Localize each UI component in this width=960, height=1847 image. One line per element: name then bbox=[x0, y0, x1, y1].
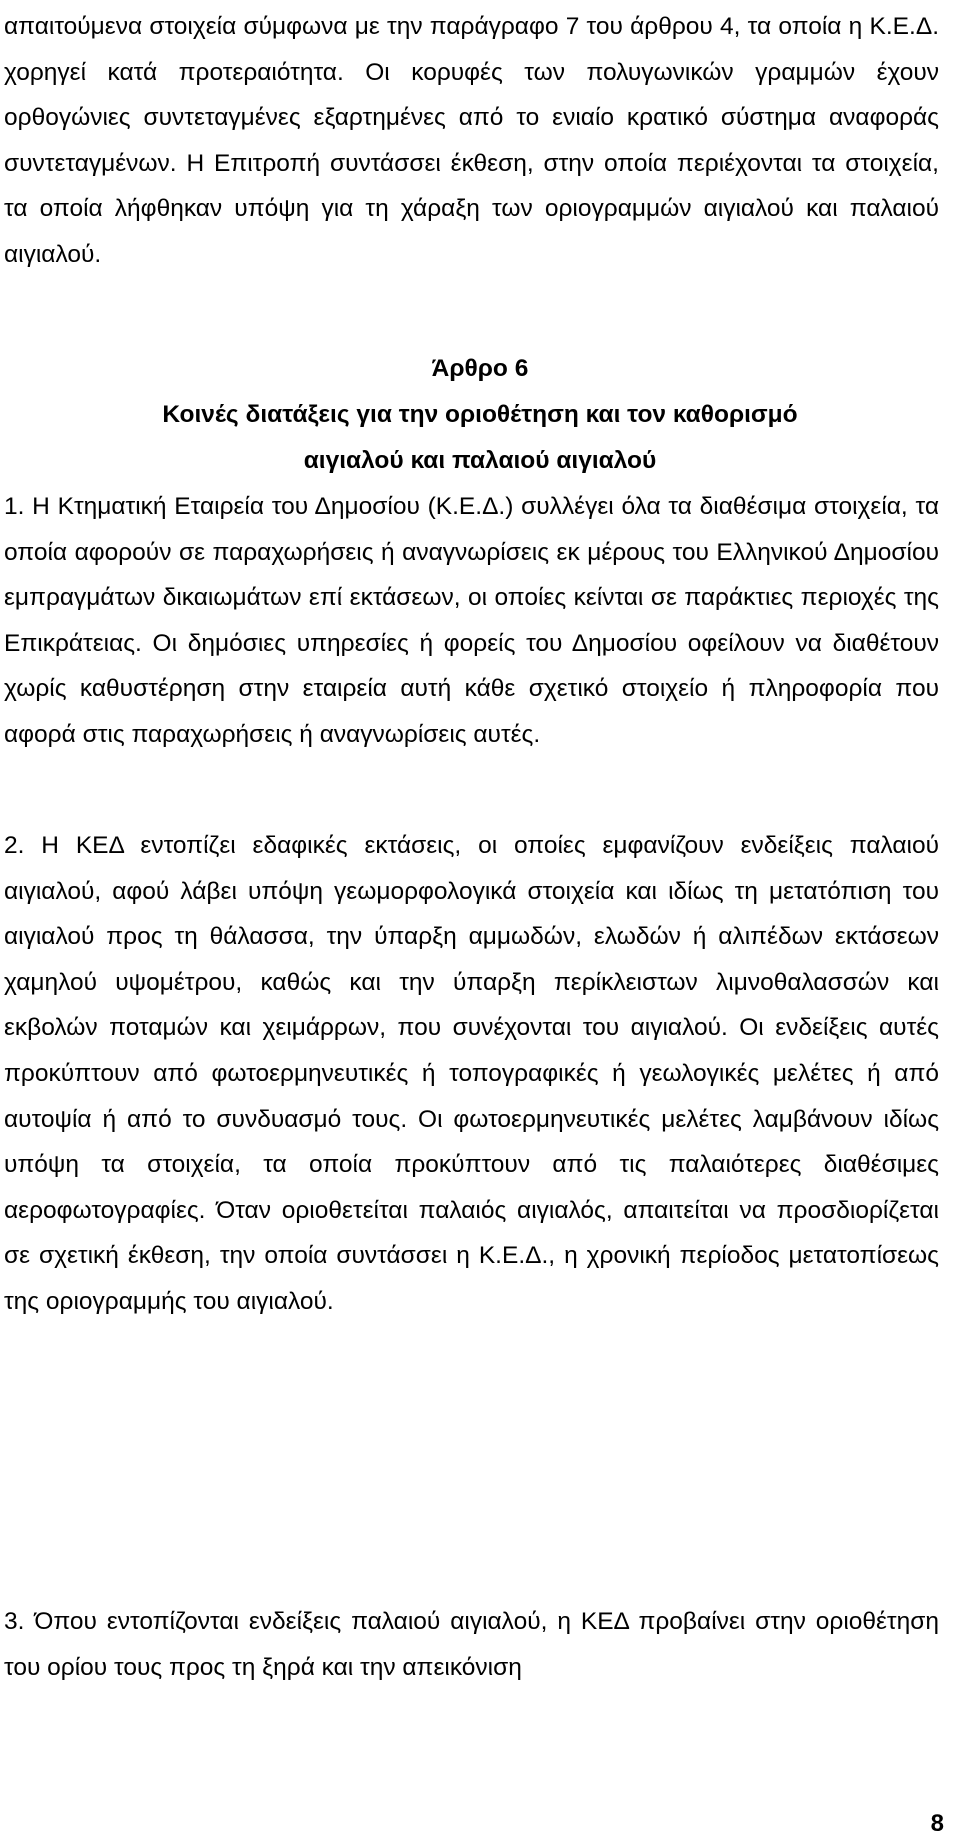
paragraph-1: 1. Η Κτηματική Εταιρεία του Δημοσίου (Κ.Ε.Δ.) συλλέγει όλα τα διαθέσιμα στοιχεία, τα οποία αφορούν σε παραχωρήσεις ή αναγνωρίσεις εκ μέρους του Ελληνικού Δημοσίου εμπραγμάτων δικαιωμάτων επί εκτάσεων, οι οποίες κείνται σε παράκτιες περιοχές της Επικράτειας. Οι δημόσιες υπηρεσίες ή φορείς του Δημοσίου οφείλουν να διαθέτουν χωρίς καθυστέρηση στην εταιρεία αυτή κάθε σχετικό στοιχείο ή πληροφορία που αφορά στις παραχωρήσεις ή αναγνωρίσεις αυτές. bbox=[4, 493, 939, 748]
article-title-line-2: αιγιαλού και παλαιού αιγιαλού bbox=[303, 446, 657, 474]
paragraph-3: 3. Όπου εντοπίζονται ενδείξεις παλαιού αιγιαλού, η ΚΕΔ προβαίνει στην οριοθέτηση του ορίου τους προς τη ξηρά και την απεικόνιση bbox=[4, 1608, 939, 1681]
intro-paragraph: απαιτούμενα στοιχεία σύμφωνα με την παράγραφο 7 του άρθρου 4, τα οποία η Κ.Ε.Δ. χορηγεί κατά προτεραιότητα. Οι κορυφές των πολυγωνικών γραμμών έχουν ορθογώνιες συντεταγμένες εξαρτημένες από το ενιαίο κρατικό σύστημα αναφοράς συντεταγμένων. Η Επιτροπή συντάσσει έκθεση, στην οποία περιέχονται τα στοιχεία, τα οποία λήφθηκαν υπόψη για τη χάραξη των οριογραμμών αιγιαλού και παλαιού αιγιαλού. bbox=[4, 13, 939, 268]
article-title-line-1: Κοινές διατάξεις για την οριοθέτηση και τον καθορισμό bbox=[162, 401, 798, 428]
intro-paragraph-block bbox=[4, 4, 939, 278]
paragraph-2-block bbox=[4, 823, 939, 1325]
paragraph-2: 2. Η ΚΕΔ εντοπίζει εδαφικές εκτάσεις, οι οποίες εμφανίζουν ενδείξεις παλαιού αιγιαλού, αφού λάβει υπόψη γεωμορφολογικά στοιχεία και ιδίως τη μετατόπιση του αιγιαλού προς τη θάλασσα, την ύπαρξη αμμωδών, ελωδών ή αλιπέδων εκτάσεων χαμηλού υψομέτρου, καθώς και την ύπαρξη περίκλειστων λιμνοθαλασσών και εκβολών ποταμών και χειμάρρων, που συνέχονται του αιγιαλού. Οι ενδείξεις αυτές προκύπτουν από φωτοερμηνευτικές ή τοπογραφικές ή γεωλογικές μελέτες ή από αυτοψία ή από το συνδυασμό τους. Οι φωτοερμηνευτικές μελέτες λαμβάνουν ιδίως υπόψη τα στοιχεία, τα οποία προκύπτουν από τις παλαιότερες διαθέσιμες αεροφωτογραφίες. Όταν οριοθετείται παλαιός αιγιαλός, απαιτείται να προσδιορίζεται σε σχετική έκθεση, την οποία συντάσσει η Κ.Ε.Δ., η χρονική περίοδος μετατοπίσεως της οριογραμμής του αιγιαλού. bbox=[4, 832, 939, 1315]
paragraph-1-block bbox=[4, 484, 939, 758]
paragraph-3-block bbox=[4, 1599, 939, 1690]
article-number: Άρθρο 6 bbox=[431, 355, 529, 382]
article-title bbox=[0, 392, 960, 483]
page-number: 8 bbox=[930, 1810, 944, 1837]
